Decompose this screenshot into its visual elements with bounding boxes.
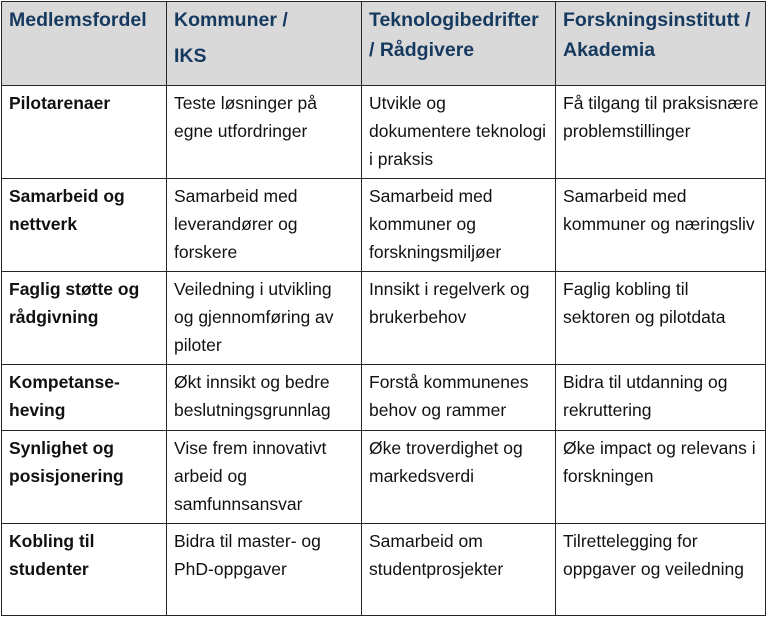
teknologi-cell: [362, 431, 556, 524]
kommuner-text: Teste løsninger på egne utfordringer: [174, 93, 317, 141]
header-kommuner-line1: Kommuner /: [174, 9, 288, 31]
header-medlemsfordel: [2, 2, 167, 86]
feature-label: Kompetanse-heving: [9, 372, 120, 420]
teknologi-text: Forstå kommunenes behov og rammer: [369, 372, 529, 420]
feature-label: Pilotarenaer: [9, 93, 111, 113]
teknologi-text: Øke troverdighet og markedsverdi: [369, 438, 523, 486]
table-row: [2, 179, 766, 272]
kommuner-cell: [167, 431, 362, 524]
kommuner-cell: [167, 272, 362, 365]
kommuner-text: Bidra til master- og PhD-oppgaver: [174, 531, 321, 579]
teknologi-text: Innsikt i regelverk og brukerbehov: [369, 279, 530, 327]
header-kommuner-line2: IKS: [174, 45, 207, 67]
forskning-cell: [556, 365, 766, 431]
forskning-text: Samarbeid med kommuner og næringsliv: [563, 186, 755, 234]
table-row: [2, 365, 766, 431]
kommuner-text: Veiledning i utvikling og gjennomføring av piloter: [174, 279, 334, 355]
forskning-cell: [556, 86, 766, 179]
teknologi-text: Samarbeid om studentprosjekter: [369, 531, 504, 579]
header-forskning-label: Forskningsinstitutt / Akademia: [563, 9, 751, 61]
teknologi-cell: [362, 272, 556, 365]
kommuner-text: Vise frem innovativt arbeid og samfunnsansvar: [174, 438, 327, 514]
table-row: [2, 86, 766, 179]
teknologi-cell: [362, 86, 556, 179]
teknologi-cell: [362, 179, 556, 272]
feature-cell: [2, 524, 167, 616]
teknologi-text: Samarbeid med kommuner og forskningsmiljøer: [369, 186, 502, 262]
forskning-cell: [556, 272, 766, 365]
forskning-cell: [556, 431, 766, 524]
feature-cell: [2, 179, 167, 272]
membership-benefits-table: [1, 1, 766, 616]
table-row: [2, 272, 766, 365]
feature-cell: [2, 365, 167, 431]
table-row: [2, 431, 766, 524]
table-body: [2, 86, 766, 616]
feature-label: Faglig støtte og rådgivning: [9, 279, 140, 327]
header-medlemsfordel-label: Medlemsfordel: [9, 9, 147, 31]
header-forskning: [556, 2, 766, 86]
feature-label: Samarbeid og nettverk: [9, 186, 125, 234]
header-kommuner: [167, 2, 362, 86]
feature-label: Kobling til studenter: [9, 531, 95, 579]
feature-label: Synlighet og posisjonering: [9, 438, 124, 486]
forskning-text: Bidra til utdanning og rekruttering: [563, 372, 728, 420]
forskning-text: Tilrettelegging for oppgaver og veiledning: [563, 531, 744, 579]
teknologi-cell: [362, 365, 556, 431]
table-row: [2, 524, 766, 616]
kommuner-cell: [167, 179, 362, 272]
forskning-text: Få tilgang til praksisnære problemstillinger: [563, 93, 759, 141]
header-row: [2, 2, 766, 86]
kommuner-cell: [167, 524, 362, 616]
kommuner-text: Økt innsikt og bedre beslutningsgrunnlag: [174, 372, 331, 420]
teknologi-text: Utvikle og dokumentere teknologi i praksis: [369, 93, 547, 169]
feature-cell: [2, 272, 167, 365]
forskning-text: Øke impact og relevans i forskningen: [563, 438, 756, 486]
forskning-cell: [556, 179, 766, 272]
kommuner-cell: [167, 365, 362, 431]
header-teknologi-label: Teknologibedrifter / Rådgivere: [369, 9, 539, 61]
feature-cell: [2, 431, 167, 524]
kommuner-text: Samarbeid med leverandører og forskere: [174, 186, 298, 262]
forskning-cell: [556, 524, 766, 616]
feature-cell: [2, 86, 167, 179]
teknologi-cell: [362, 524, 556, 616]
kommuner-cell: [167, 86, 362, 179]
header-teknologi: [362, 2, 556, 86]
table-header: [2, 2, 766, 86]
forskning-text: Faglig kobling til sektoren og pilotdata: [563, 279, 726, 327]
